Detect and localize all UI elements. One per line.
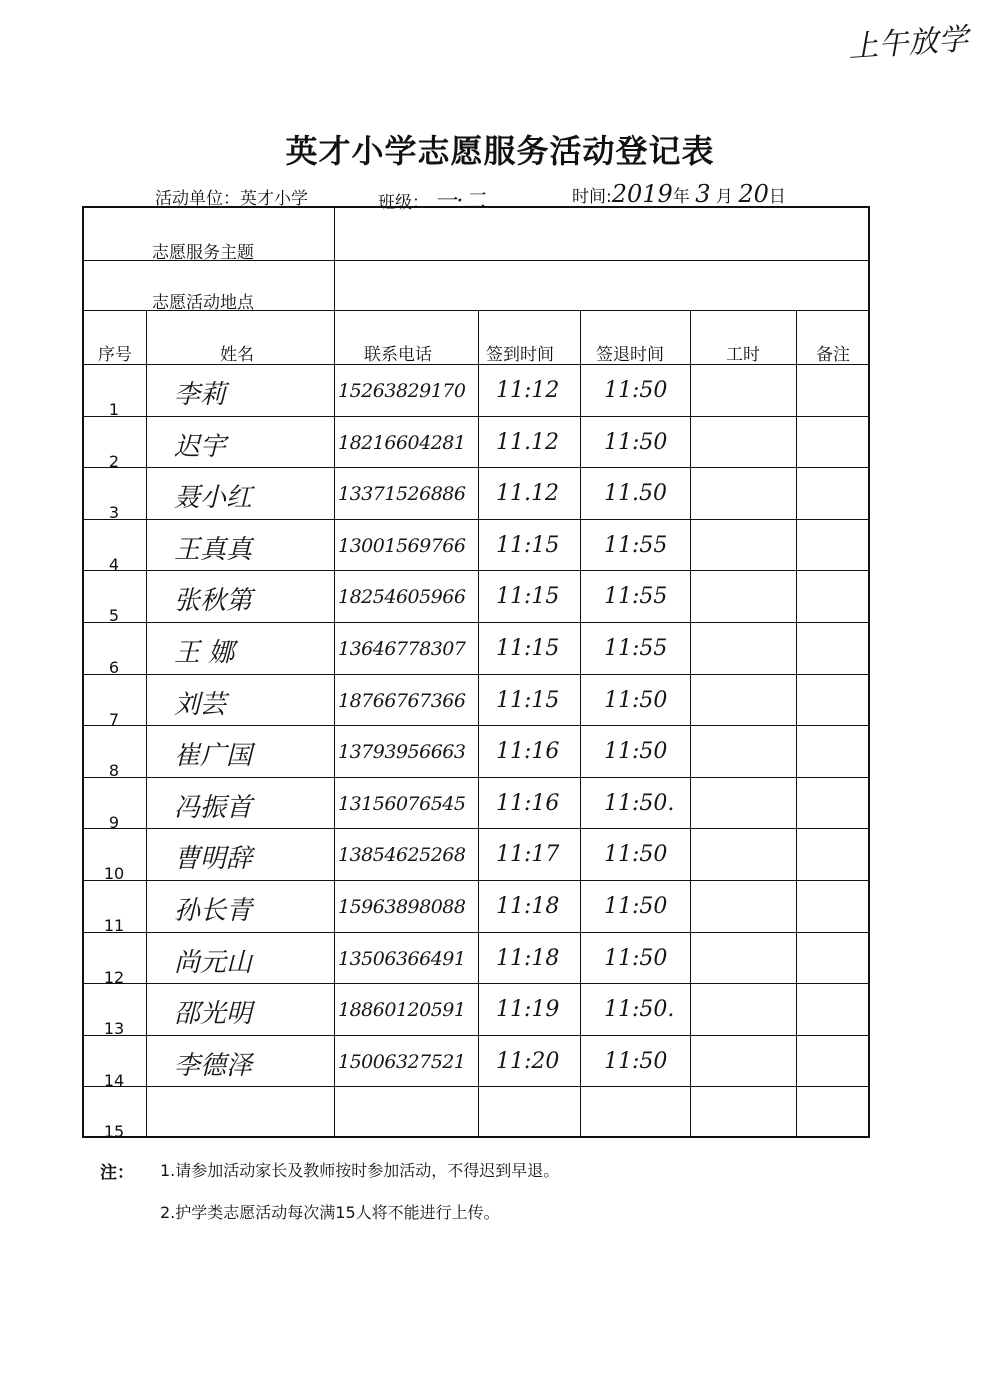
row-divider [84, 1086, 868, 1087]
row-checkin: 11:16 [496, 739, 560, 765]
row-checkin: 11:15 [496, 687, 560, 713]
row-phone: 18216604281 [338, 431, 466, 454]
row-seq: 14 [103, 1070, 125, 1090]
note-1: 1.请参加活动家长及教师按时参加活动，不得迟到早退。 [160, 1161, 560, 1180]
header-checkin: 签到时间 [486, 345, 554, 365]
row-checkout: 11:50 [604, 945, 668, 971]
row-name: 李德泽 [174, 1050, 253, 1081]
row-phone: 15263829170 [338, 380, 466, 402]
corner-handwritten-note: 上午放学 [847, 21, 970, 66]
row-checkout: 11:55 [604, 636, 668, 661]
row-divider [84, 674, 868, 675]
class-value: 一·二 [434, 189, 486, 214]
row-seq: 13 [103, 1019, 125, 1039]
row-name: 尚元山 [174, 947, 253, 978]
row-phone: 15963898088 [338, 896, 466, 918]
row-seq: 10 [103, 864, 125, 884]
row-phone: 13646778307 [338, 638, 466, 660]
row-phone: 13793956663 [338, 741, 466, 764]
row-name: 邵光明 [174, 999, 253, 1030]
row-checkout: 11:50 [604, 429, 668, 455]
row-checkout: 11.50 [604, 481, 667, 507]
row-divider [84, 1035, 868, 1036]
row-seq: 8 [108, 761, 120, 781]
row-phone: 13371526886 [338, 483, 466, 506]
row-phone: 18766767366 [338, 689, 466, 712]
row-name: 冯振首 [174, 792, 253, 823]
row-checkout: 11:50 [604, 739, 668, 765]
row-checkout: 11:55 [604, 584, 668, 610]
row-checkout: 11:50 [604, 842, 668, 868]
registration-table [82, 206, 870, 1142]
date-info [572, 180, 786, 208]
row-divider [84, 467, 868, 468]
row-checkin: 11:17 [496, 842, 560, 868]
row-seq: 15 [103, 1122, 125, 1142]
header-remarks: 备注 [816, 345, 850, 365]
row-checkout: 11:50. [604, 997, 675, 1023]
row-divider [84, 364, 868, 365]
row-checkin: 11:15 [496, 532, 560, 558]
row-name: 王 娜 [174, 638, 235, 668]
row-divider [84, 725, 868, 726]
row-name: 王真真 [174, 534, 253, 565]
row-phone: 15006327521 [338, 1050, 466, 1073]
row-divider [84, 519, 868, 520]
row-checkin: 11:19 [496, 997, 560, 1023]
row-divider [84, 932, 868, 933]
month-unit: 月 [715, 187, 733, 207]
col-divider [580, 310, 581, 1138]
row-divider [84, 983, 868, 984]
row-seq: 11 [103, 916, 125, 935]
row-phone: 13156076545 [338, 792, 466, 815]
row-divider [84, 570, 868, 571]
row-name: 李莉 [174, 380, 227, 410]
col-divider [796, 310, 797, 1138]
row-checkout: 11:50 [604, 378, 668, 403]
unit-label: 活动单位： [155, 189, 240, 209]
row-checkin: 11:18 [496, 894, 560, 919]
row-name: 迟宇 [174, 431, 227, 462]
row-checkin: 11:15 [496, 584, 560, 610]
row-name: 曹明辞 [174, 844, 253, 875]
row-seq: 7 [108, 709, 120, 729]
row-seq: 5 [108, 606, 120, 626]
notes-label: 注： [100, 1163, 134, 1183]
row-phone: 13001569766 [338, 534, 466, 557]
day-unit: 日 [768, 187, 786, 207]
row-checkout: 11:50 [604, 687, 668, 713]
row-checkout: 11:50. [604, 790, 675, 816]
row-phone: 13854625268 [338, 844, 466, 867]
row-checkin: 11:12 [496, 378, 560, 403]
time-label: 时间: [572, 187, 612, 207]
col-divider [334, 310, 335, 1138]
row-divider [84, 622, 868, 623]
year-unit: 年 [672, 187, 690, 207]
location-label: 志愿活动地点 [152, 293, 254, 313]
row-phone: 18254605966 [338, 586, 466, 609]
row-name: 刘芸 [174, 689, 227, 720]
header-seq: 序号 [98, 345, 132, 365]
header-checkout: 签退时间 [596, 345, 664, 365]
row-checkin: 11.12 [496, 481, 559, 507]
row-phone: 13506366491 [338, 947, 466, 970]
row-name: 张秋第 [174, 586, 253, 617]
row-seq: 2 [108, 451, 120, 471]
year-value: 2019 [611, 180, 673, 208]
row-name: 崔广国 [174, 741, 253, 772]
row-divider [84, 416, 868, 417]
row-checkout: 11:50 [604, 894, 668, 919]
row-divider [84, 777, 868, 778]
unit-value: 英才小学 [240, 189, 308, 209]
theme-label: 志愿服务主题 [152, 243, 254, 263]
header-name: 姓名 [220, 345, 254, 365]
row-seq: 9 [108, 812, 120, 832]
row-name: 孙长青 [174, 896, 253, 926]
header-phone: 联系电话 [364, 345, 432, 365]
row-seq: 1 [108, 400, 120, 419]
day-value: 20 [738, 180, 769, 208]
row-seq: 4 [108, 554, 120, 574]
page-title: 英才小学志愿服务活动登记表 [285, 132, 715, 170]
class-label: 班级： [378, 193, 429, 213]
row-seq: 3 [108, 503, 120, 523]
col-divider [146, 310, 147, 1138]
note-2: 2.护学类志愿活动每次满15人将不能进行上传。 [160, 1203, 500, 1222]
month-value: 3 [695, 180, 711, 208]
row-checkout: 11:50 [604, 1048, 668, 1074]
row-seq: 12 [103, 967, 125, 987]
row-checkin: 11:20 [496, 1048, 560, 1074]
col-divider [334, 208, 335, 310]
row-checkin: 11:18 [496, 945, 560, 971]
row-checkin: 11:16 [496, 790, 560, 816]
row-checkout: 11:55 [604, 532, 668, 558]
row-checkin: 11.12 [496, 429, 559, 455]
row-phone: 18860120591 [338, 999, 466, 1022]
header-hours: 工时 [726, 345, 760, 365]
row-seq: 6 [108, 658, 120, 677]
col-divider [478, 310, 479, 1138]
row-divider [84, 880, 868, 881]
row-checkin: 11:15 [496, 636, 560, 661]
row-name: 聂小红 [174, 483, 253, 514]
row-divider [84, 828, 868, 829]
col-divider [690, 310, 691, 1138]
